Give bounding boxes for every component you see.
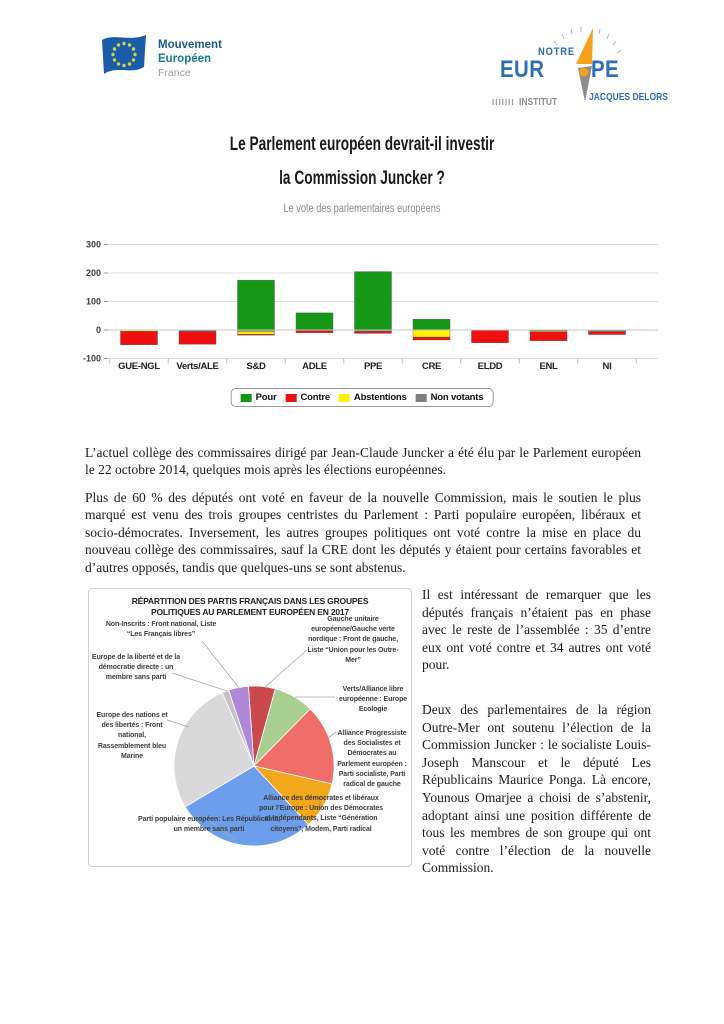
legend-swatch-contre xyxy=(286,394,297,402)
bar-segment-pour xyxy=(238,280,275,330)
bar-segment xyxy=(589,332,626,335)
pie-label-verts: Verts/Alliance libre européenne : Europe Ecologie xyxy=(338,686,408,714)
bar-segment-pour xyxy=(355,272,392,330)
right-column-paragraph-1: Il est intéressant de remarquer que les députés français n’étaient pas en phase avec le reste de l’assemblée : 35 d’entre eux ont voté contre et 34 autres ont voté pour. xyxy=(422,587,651,673)
pie-chart-box xyxy=(88,588,412,867)
chart-subtitle: Le vote des parlementaires européens xyxy=(283,203,441,215)
legend-swatch-abstentions xyxy=(339,394,350,402)
pie-label-sd: Alliance Progressiste des Socialistes et Démocrates au Parlement européen : Parti socialiste, Parti radical de gauche xyxy=(337,730,407,789)
legend-item-non-votants: Non votants xyxy=(416,392,484,403)
bar-segment xyxy=(530,332,567,341)
bar-segment xyxy=(472,330,509,343)
bar-segment xyxy=(238,334,275,335)
paragraph-1: L’actuel collège des commissaires dirigé par Jean-Claude Juncker a été élu par le Parlement européen le 22 octobre 2014, quelques mois après les élections européennes. xyxy=(85,445,641,478)
logo-text-europeen: Européen xyxy=(158,53,212,65)
legend-item-contre: Contre xyxy=(286,392,330,403)
mouvement-europeen-logo xyxy=(98,32,248,106)
category-label: Verts/ALE xyxy=(176,361,219,372)
logo-text-eur: EUR xyxy=(500,56,545,83)
legend-item-pour: Pour xyxy=(241,392,277,403)
pie-label-ppe: Parti populaire européen: Les Républicains, un membre sans parti xyxy=(138,816,280,834)
y-tick-label: 300 xyxy=(85,239,101,250)
bar-segment xyxy=(238,331,275,334)
category-label: NI xyxy=(602,361,612,372)
category-label: ADLE xyxy=(302,361,327,372)
logo-text-pe: PE xyxy=(591,56,620,83)
vote-bar-chart xyxy=(30,238,690,383)
bar-segment xyxy=(121,331,158,344)
paragraph-2: Plus de 60 % des députés ont voté en faveur de la nouvelle Commission, mais le soutien le plus marqué est venu des trois groupes centristes du Parlement : Parti populaire européen, libéraux et socio-démocrates. Inversement, les autres groupes politiques ont voté contre la mise en place du nouveau collège des commissaires, sauf la CRE dont les députés y étaient pour certains favorables et d’autres opposés, tandis que quelques-uns se sont abstenus. xyxy=(85,490,641,575)
pie-label-adle: Alliance des démocrates et libéraux pour l’Europe : Union des Démocrates et Indépendants, Liste “Génération citoyens”, Modem, Parti radical xyxy=(259,795,383,833)
category-label: GUE-NGL xyxy=(118,361,160,372)
pie-label-enl: Europe des nations et des libertés : Front national, Rassemblement bleu Marine xyxy=(96,712,168,760)
pie-chart-title: RÉPARTITION DES PARTIS FRANÇAIS DANS LES GROUPES POLITIQUES AU PARLEMENT EUROPÉEN EN 2017 xyxy=(131,596,369,617)
logo-text-institut: INSTITUT xyxy=(519,97,558,108)
logo-text-notre: NOTRE xyxy=(538,46,575,58)
bar-segment xyxy=(179,331,216,344)
pie-label-eldd: Europe de la liberté et de la démocratie directe : un membre sans parti xyxy=(91,654,181,682)
chart-legend xyxy=(231,388,494,407)
category-label: S&D xyxy=(246,361,266,372)
right-column-paragraph-2: Deux des parlementaires de la région Outre-Mer ont soutenu l’élection de la Commission Juncker : le socialiste Louis-Joseph Manscour et le député Les Républicains Maurice Ponga. Là encore, Younous Omarjee a choisi de s’abstenir, adoptant ainsi une position différente de tous les membres de son groupe qui ont voté contre l’élection de la nouvelle Commission. xyxy=(422,702,651,876)
bar-segment xyxy=(355,331,392,333)
page-title-line2: la Commission Juncker ? xyxy=(279,168,445,189)
bar-segment xyxy=(413,330,450,337)
pie-label-gue: Gauche unitaire européenne/Gauche verte nordique : Front de gauche, Liste “Union pour les Outre-Mer” xyxy=(307,616,399,664)
logo-text-mouvement: Mouvement xyxy=(158,39,222,51)
page-title-line1: Le Parlement européen devrait-il investir xyxy=(229,134,495,155)
y-tick-label: 200 xyxy=(85,268,101,278)
category-label: CRE xyxy=(421,361,442,372)
bar-segment xyxy=(413,337,450,340)
legend-swatch-pour xyxy=(241,394,252,402)
legend-swatch-non-votants xyxy=(416,394,427,402)
category-label: ELDD xyxy=(477,361,503,372)
category-label: PPE xyxy=(363,361,383,372)
pie-label-non-inscrits: Non-Inscrits : Front national, Liste “Les Français libres” xyxy=(105,621,217,639)
logo-ticks: IIIIIII xyxy=(492,98,515,107)
logo-text-france: France xyxy=(158,67,191,79)
bar-chart-svg xyxy=(30,238,690,378)
y-tick-label: 0 xyxy=(95,325,101,335)
notre-europe-logo xyxy=(492,20,672,115)
eu-flag-icon xyxy=(98,32,150,80)
bar-segment-pour xyxy=(296,313,333,330)
y-tick-label: 100 xyxy=(85,296,101,307)
y-tick-label: -100 xyxy=(82,353,101,364)
logo-text-jacques-delors: JACQUES DELORS xyxy=(589,92,668,103)
legend-item-abstentions: Abstentions xyxy=(339,392,407,403)
bar-segment xyxy=(296,331,333,333)
category-label: ENL xyxy=(539,361,558,372)
bar-segment-pour xyxy=(413,319,450,330)
